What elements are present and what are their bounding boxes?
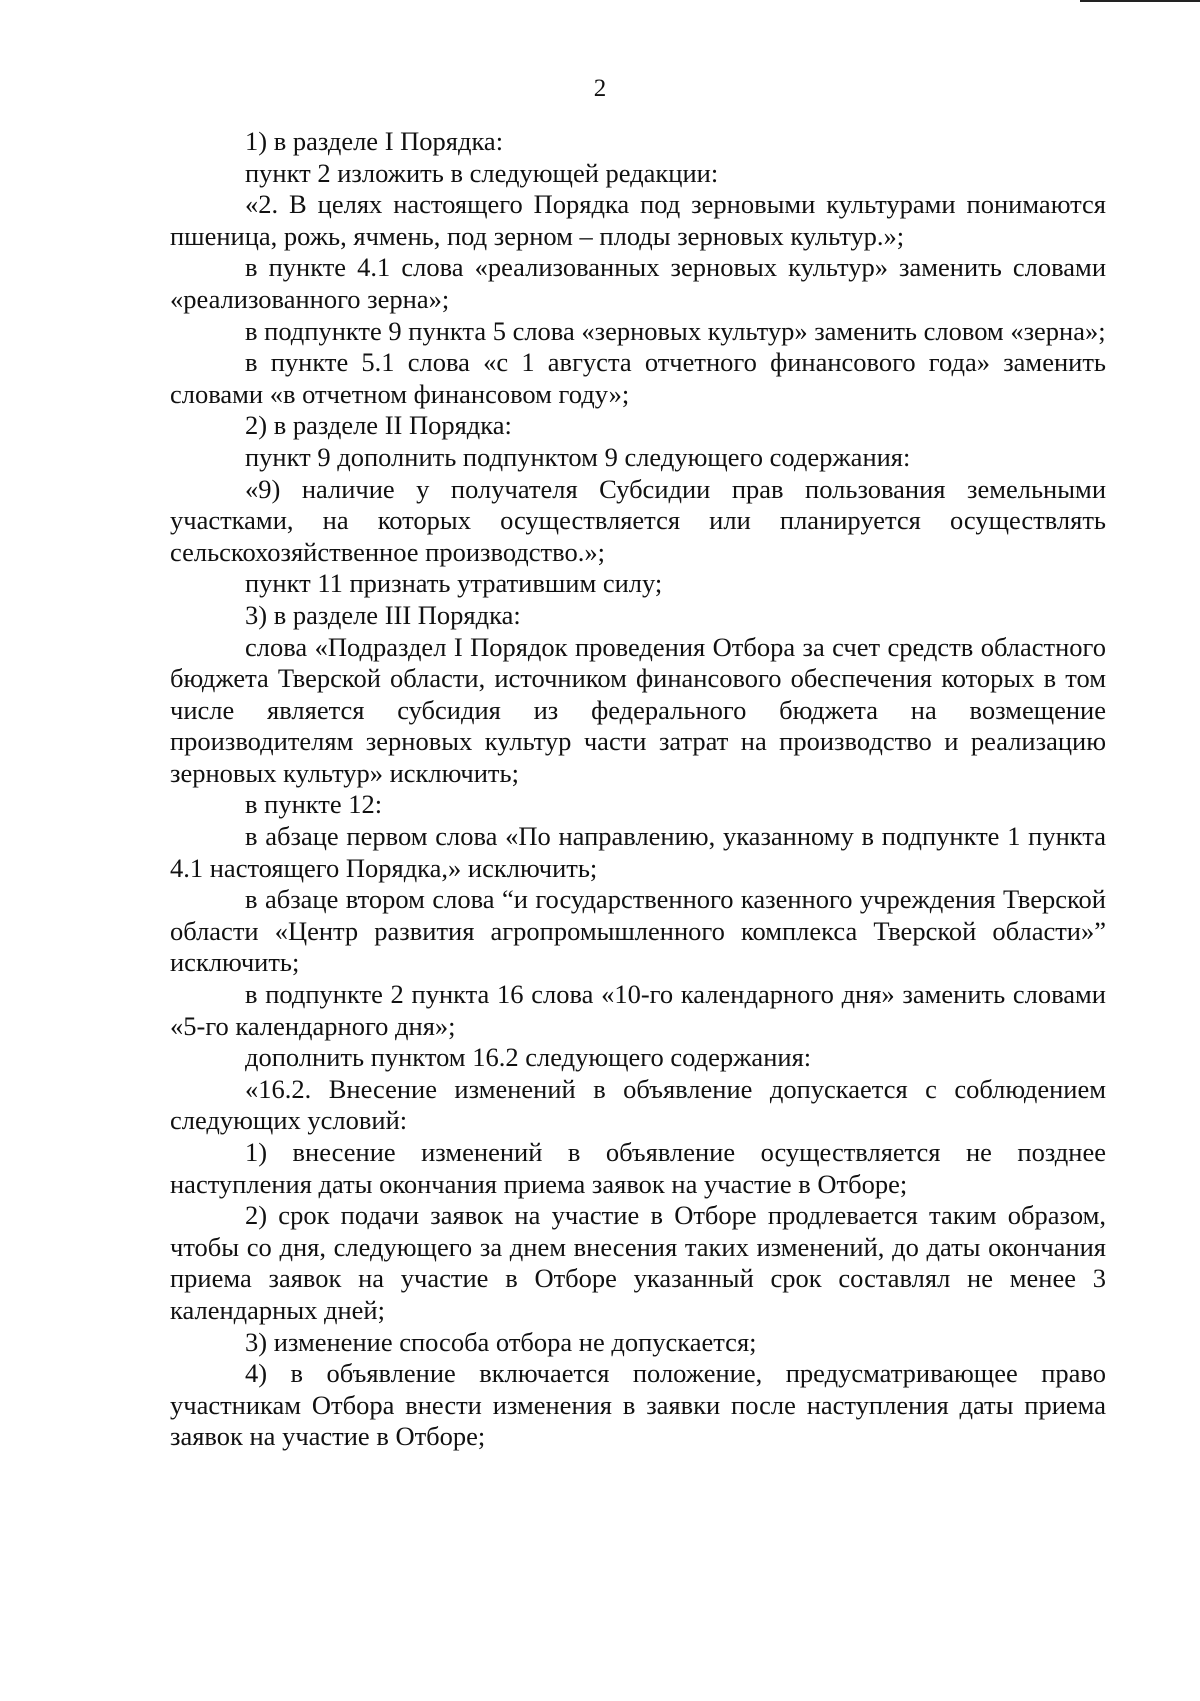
paragraph: в пункте 12: bbox=[245, 789, 383, 820]
paragraph: в подпункте 2 пункта 16 слова «10-го календарного дня» заменить словами «5-го календарного дня»; bbox=[170, 979, 1106, 1041]
paragraph: 3) изменение способа отбора не допускается; bbox=[245, 1326, 757, 1357]
paragraph: слова «Подраздел I Порядок проведения Отбора за счет средств областного бюджета Тверской области, источником финансового обеспечения которых в том числе является субсидия из федерального бюджета на возмещение производителям зерновых культур части затрат на производство и реализацию зерновых культур» исключить; bbox=[170, 631, 1106, 788]
document-body bbox=[170, 126, 1106, 1453]
paragraph: 4) в объявление включается положение, предусматривающее право участникам Отбора внести изменения в заявки после наступления даты приема заявок на участие в Отборе; bbox=[170, 1358, 1106, 1452]
paragraph: 2) срок подачи заявок на участие в Отборе продлевается таким образом, чтобы со дня, следующего за днем внесения таких изменений, до даты окончания приема заявок на участие в Отборе указанный срок составлял не менее 3 календарных дней; bbox=[170, 1200, 1106, 1325]
paragraph: пункт 11 признать утратившим силу; bbox=[245, 568, 663, 599]
scan-edge-line bbox=[1080, 0, 1200, 2]
paragraph: в подпункте 9 пункта 5 слова «зерновых культур» заменить словом «зерна»; bbox=[245, 315, 1106, 346]
page-number: 2 bbox=[593, 75, 607, 102]
paragraph: 1) в разделе I Порядка: bbox=[245, 126, 504, 156]
paragraph: 2) в разделе II Порядка: bbox=[245, 410, 512, 441]
paragraph: пункт 2 изложить в следующей редакции: bbox=[245, 157, 719, 188]
paragraph: «16.2. Внесение изменений в объявление допускается с соблюдением следующих условий: bbox=[170, 1073, 1106, 1136]
paragraph: пункт 9 дополнить подпунктом 9 следующего содержания: bbox=[245, 441, 911, 472]
paragraph: дополнить пунктом 16.2 следующего содержания: bbox=[245, 1042, 812, 1073]
paragraph: в пункте 5.1 слова «с 1 августа отчетного финансового года» заменить словами «в отчетном финансовом году»; bbox=[170, 347, 1106, 409]
paragraph: в пункте 4.1 слова «реализованных зерновых культур» заменить словами «реализованного зерна»; bbox=[170, 252, 1106, 314]
paragraph: 1) внесение изменений в объявление осуществляется не позднее наступления даты окончания приема заявок на участие в Отборе; bbox=[170, 1137, 1106, 1199]
paragraph: в абзаце первом слова «По направлению, указанному в подпункте 1 пункта 4.1 настоящего Порядка,» исключить; bbox=[170, 821, 1106, 883]
paragraph: «9) наличие у получателя Субсидии прав пользования земельными участками, на которых осуществляется или планируется осуществлять сельскохозяйственное производство.»; bbox=[170, 473, 1106, 567]
paragraph: «2. В целях настоящего Порядка под зерновыми культурами понимаются пшеница, рожь, ячмень, под зерном – плоды зерновых культур.»; bbox=[170, 189, 1106, 251]
paragraph: 3) в разделе III Порядка: bbox=[245, 599, 521, 630]
paragraph: в абзаце втором слова “и государственного казенного учреждения Тверской области «Центр развития агропромышленного комплекса Тверской области»” исключить; bbox=[170, 884, 1106, 978]
